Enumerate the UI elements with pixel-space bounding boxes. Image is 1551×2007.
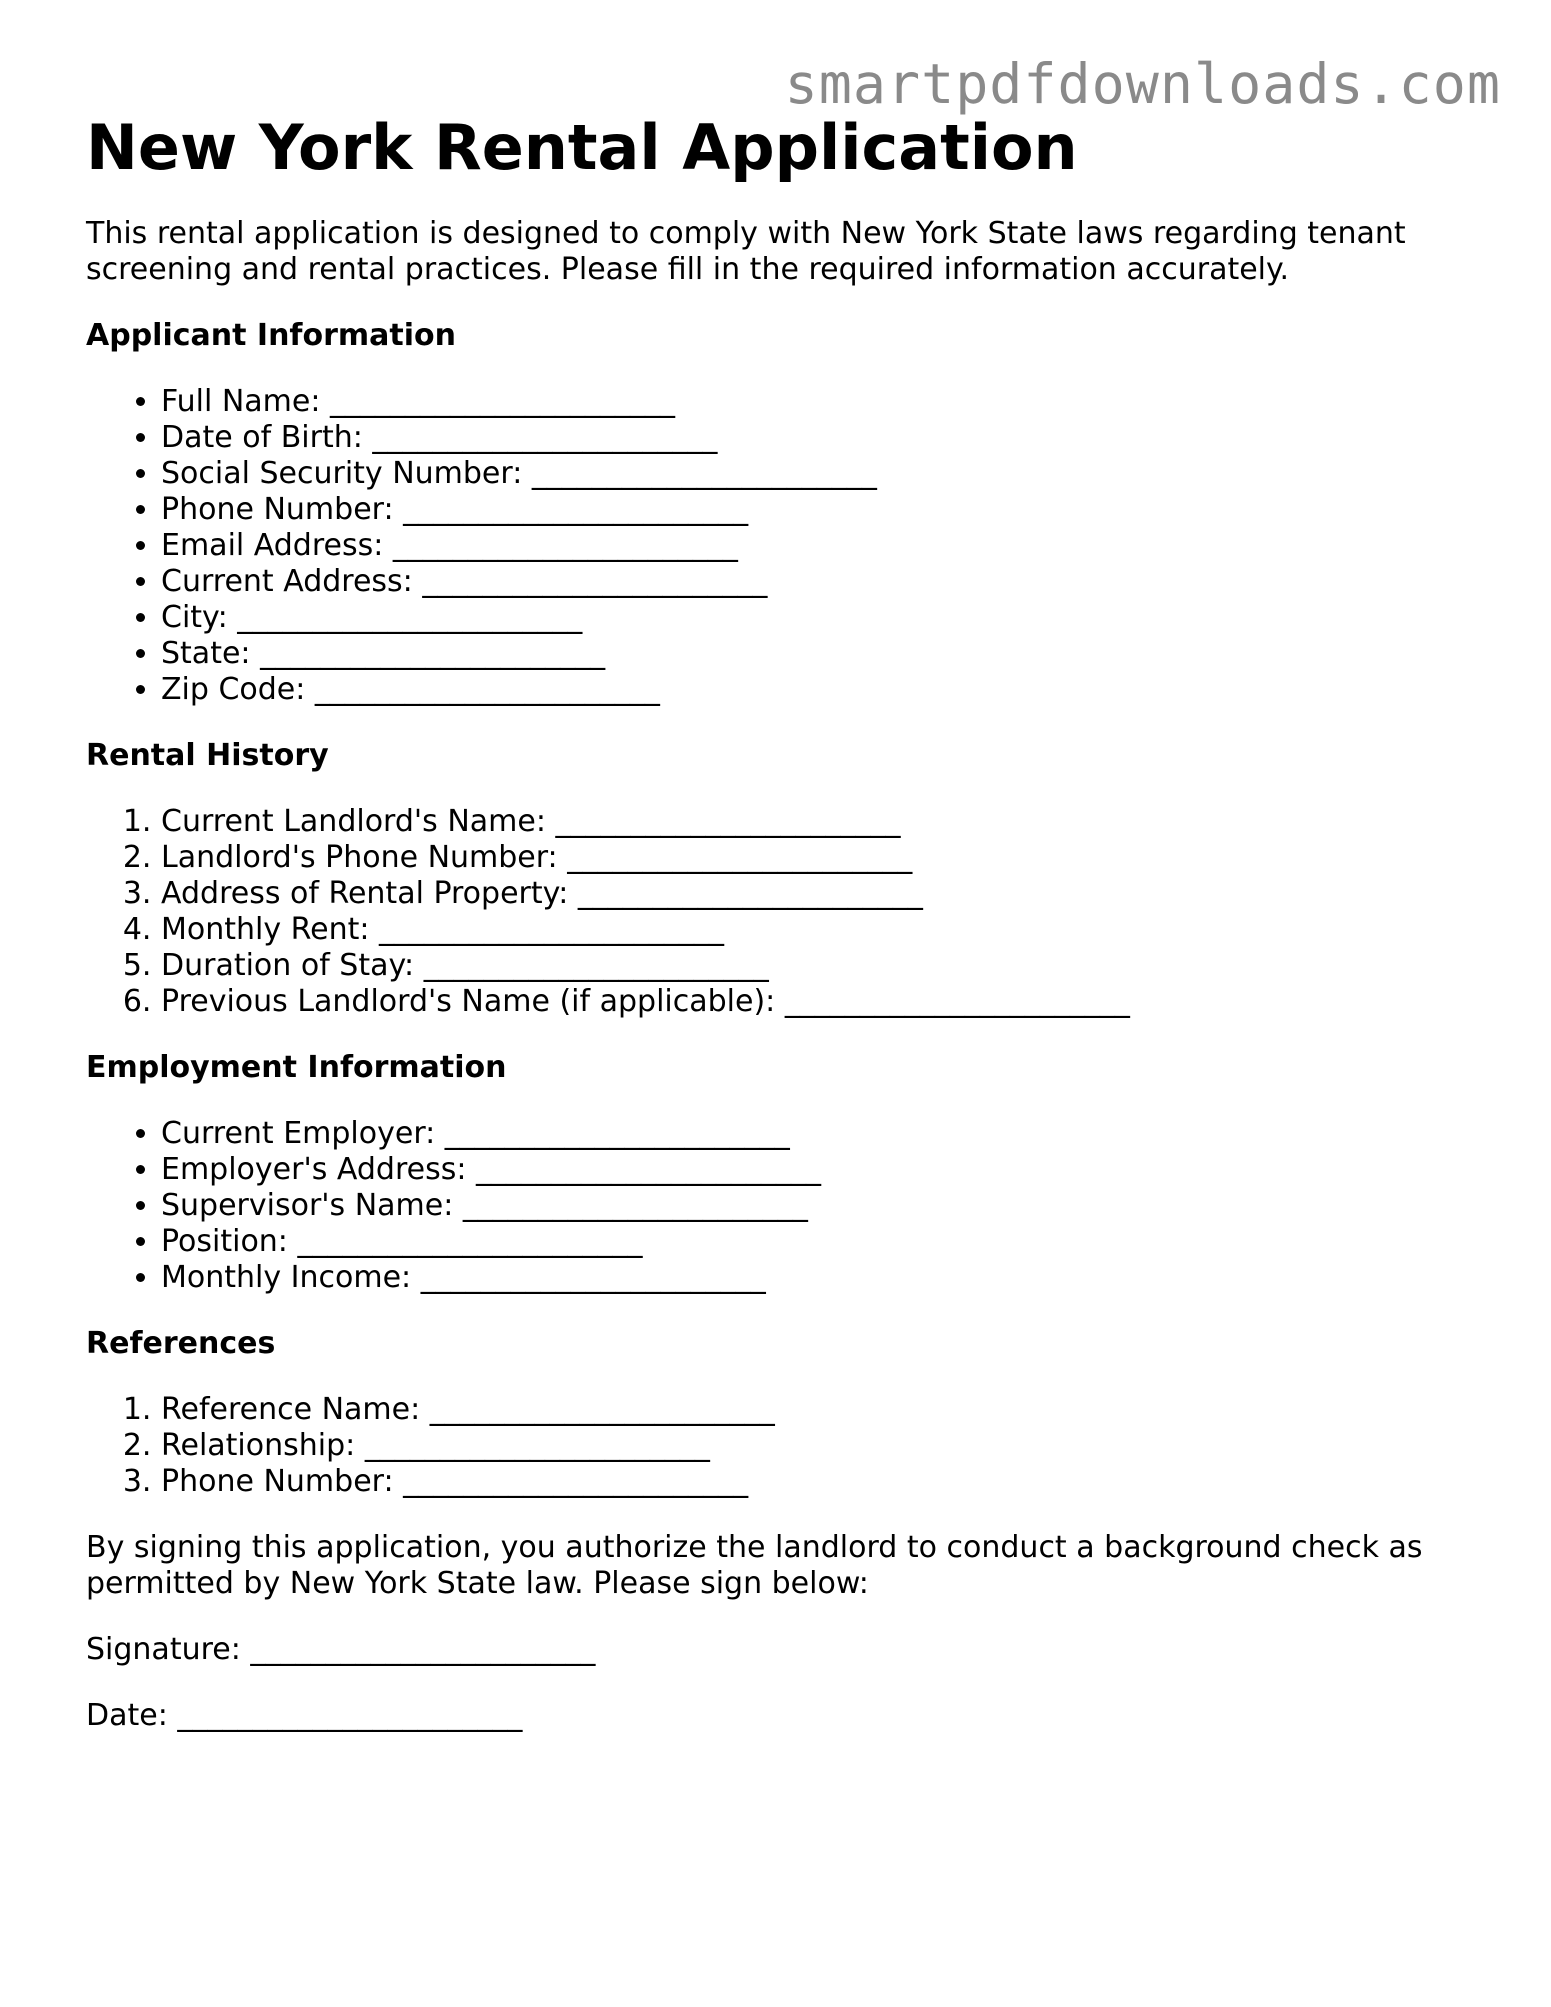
page-title: New York Rental Application <box>86 111 1078 184</box>
form-field-item <box>161 1224 1466 1260</box>
form-field-item <box>161 804 1466 840</box>
field-label: Reference Name: <box>161 1392 421 1427</box>
field-blank[interactable]: _______________________ <box>372 420 718 455</box>
field-label: Landlord's Phone Number: <box>161 840 558 875</box>
field-label: Previous Landlord's Name (if applicable): <box>161 984 776 1019</box>
field-label: Duration of Stay: <box>161 948 415 983</box>
field-label: Phone Number: <box>161 492 394 527</box>
field-blank[interactable]: _______________________ <box>531 456 877 491</box>
rental-history-heading: Rental History <box>86 738 329 773</box>
field-blank[interactable]: _______________________ <box>403 1464 749 1499</box>
field-blank[interactable]: _______________________ <box>314 672 660 707</box>
field-blank[interactable]: _______________________ <box>420 1260 766 1295</box>
field-label: Zip Code: <box>161 672 306 707</box>
field-label: Monthly Income: <box>161 1260 412 1295</box>
form-field-item <box>161 1428 1466 1464</box>
form-field-item <box>161 1152 1466 1188</box>
field-label: Email Address: <box>161 528 384 563</box>
form-field-item <box>161 420 1466 456</box>
form-field-item <box>161 1392 1466 1428</box>
field-label: Supervisor's Name: <box>161 1188 454 1223</box>
form-field-item <box>161 600 1466 636</box>
references-heading: References <box>86 1326 276 1361</box>
field-label: Relationship: <box>161 1428 356 1463</box>
field-label: Address of Rental Property: <box>161 876 569 911</box>
form-field-item <box>161 564 1466 600</box>
field-blank[interactable]: _______________________ <box>260 636 606 671</box>
signature-blank[interactable]: _______________________ <box>250 1632 596 1667</box>
field-blank[interactable]: _______________________ <box>429 1392 775 1427</box>
employment-fields <box>86 1116 1466 1296</box>
field-blank[interactable]: _______________________ <box>237 600 583 635</box>
form-field-item <box>161 636 1466 672</box>
field-blank[interactable]: _______________________ <box>555 804 901 839</box>
field-label: Phone Number: <box>161 1464 394 1499</box>
form-field-item <box>161 492 1466 528</box>
field-label: Social Security Number: <box>161 456 523 491</box>
field-label: Current Landlord's Name: <box>161 804 546 839</box>
field-label: Current Employer: <box>161 1116 436 1151</box>
document-page <box>86 108 1466 1734</box>
date-blank[interactable]: _______________________ <box>177 1698 523 1733</box>
field-label: Employer's Address: <box>161 1152 467 1187</box>
consent-paragraph: By signing this application, you authorize the landlord to conduct a background check as permitted by New York State law. Please sign below: <box>86 1530 1423 1601</box>
field-blank[interactable]: _______________________ <box>462 1188 808 1223</box>
form-field-item <box>161 1464 1466 1500</box>
form-field-item <box>161 384 1466 420</box>
field-label: State: <box>161 636 251 671</box>
field-blank[interactable]: _______________________ <box>784 984 1130 1019</box>
watermark: smartpdfdownloads.com <box>784 52 1501 116</box>
field-blank[interactable]: _______________________ <box>364 1428 710 1463</box>
intro-paragraph: This rental application is designed to comply with New York State laws regarding tenant screening and rental practices. Please fill in the required information accurately. <box>86 216 1406 287</box>
field-label: City: <box>161 600 228 635</box>
field-blank[interactable]: _______________________ <box>423 948 769 983</box>
field-label: Monthly Rent: <box>161 912 370 947</box>
field-blank[interactable]: _______________________ <box>567 840 913 875</box>
field-blank[interactable]: _______________________ <box>476 1152 821 1187</box>
field-blank[interactable]: _______________________ <box>330 384 675 419</box>
applicant-fields <box>86 384 1466 708</box>
date-label: Date: <box>86 1698 168 1733</box>
field-blank[interactable]: _______________________ <box>403 492 749 527</box>
form-field-item <box>161 1260 1466 1296</box>
form-field-item <box>161 840 1466 876</box>
form-field-item <box>161 984 1466 1020</box>
form-field-item <box>161 948 1466 984</box>
field-blank[interactable]: _______________________ <box>577 876 923 911</box>
references-fields <box>86 1392 1466 1500</box>
field-blank[interactable]: _______________________ <box>444 1116 790 1151</box>
field-blank[interactable]: _______________________ <box>422 564 768 599</box>
form-field-item <box>161 672 1466 708</box>
form-field-item <box>161 1188 1466 1224</box>
form-field-item <box>161 1116 1466 1152</box>
field-blank[interactable]: _______________________ <box>297 1224 643 1259</box>
employment-heading: Employment Information <box>86 1050 507 1085</box>
form-field-item <box>161 876 1466 912</box>
field-blank[interactable]: _______________________ <box>379 912 725 947</box>
field-label: Date of Birth: <box>161 420 363 455</box>
field-label: Position: <box>161 1224 288 1259</box>
field-blank[interactable]: _______________________ <box>392 528 738 563</box>
rental-history-fields <box>86 804 1466 1020</box>
form-field-item <box>161 528 1466 564</box>
field-label: Current Address: <box>161 564 413 599</box>
date-line <box>86 1698 1466 1734</box>
form-field-item <box>161 456 1466 492</box>
applicant-heading: Applicant Information <box>86 318 456 353</box>
signature-line <box>86 1632 1466 1668</box>
signature-label: Signature: <box>86 1632 241 1667</box>
form-field-item <box>161 912 1466 948</box>
field-label: Full Name: <box>161 384 321 419</box>
